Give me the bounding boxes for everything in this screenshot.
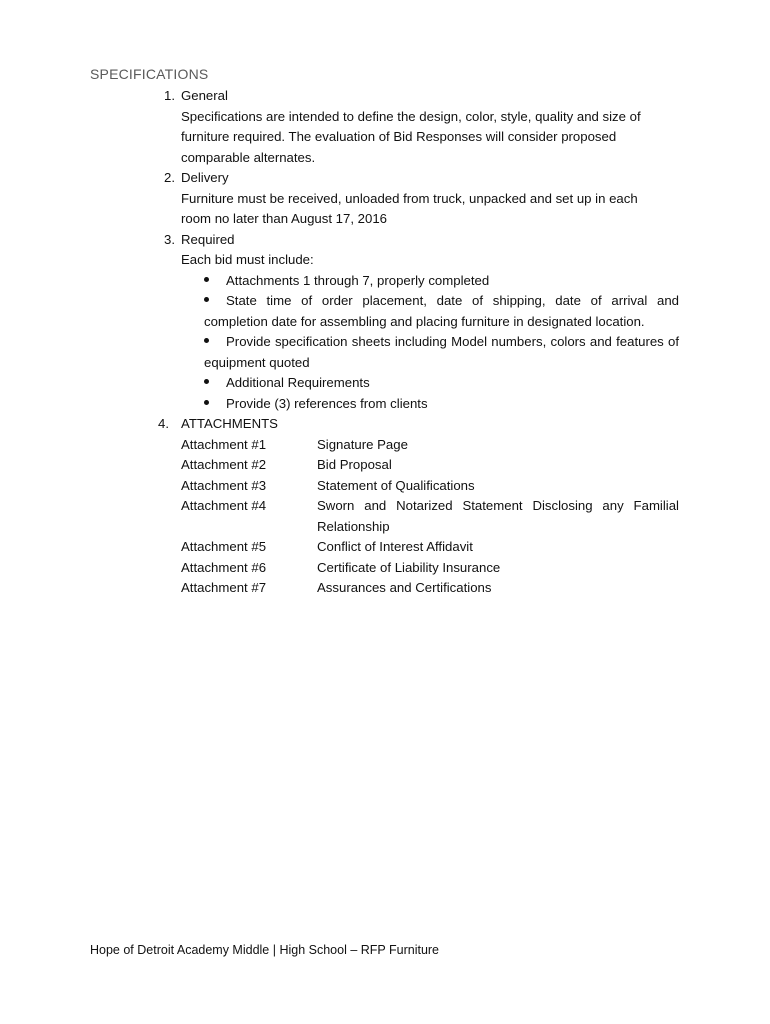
attachment-description: Conflict of Interest Affidavit	[317, 539, 473, 554]
bullet-item	[0, 291, 679, 332]
attachment-description: Signature Page	[317, 436, 408, 452]
attachment-description: Assurances and Certifications	[317, 580, 492, 595]
bullet-text: Attachments 1 through 7, properly completed	[226, 272, 490, 288]
list-item-title: Delivery	[181, 170, 229, 185]
attachment-row	[0, 537, 770, 558]
bullet-item	[0, 394, 679, 415]
list-item-title: General	[181, 88, 228, 103]
attachment-description: Certificate of Liability Insurance	[317, 559, 501, 575]
attachment-row	[0, 496, 770, 537]
list-item-attachments	[0, 414, 770, 435]
attachment-label: Attachment #2	[181, 457, 267, 472]
section-heading: SPECIFICATIONS	[90, 66, 209, 82]
required-intro: Each bid must include:	[181, 252, 314, 267]
attachment-row	[0, 455, 770, 476]
list-item-title: ATTACHMENTS	[181, 416, 278, 431]
list-number: 3.	[164, 231, 175, 247]
attachment-row	[0, 578, 770, 599]
bullet-text: Provide (3) references from clients	[226, 395, 428, 411]
delivery-paragraph: Furniture must be received, unloaded from truck, unpacked and set up in each room no later than August 17, 2016	[181, 190, 638, 226]
attachment-label: Attachment #6	[181, 559, 267, 575]
attachment-description: Sworn and Notarized Statement Disclosing any Familial Relationship	[317, 498, 679, 534]
list-number: 2.	[164, 170, 175, 185]
list-item-general	[0, 86, 770, 107]
attachment-label: Attachment #4	[181, 498, 267, 513]
attachment-label: Attachment #7	[181, 580, 267, 595]
attachment-description: Bid Proposal	[317, 457, 392, 472]
bullet-text: Provide specification sheets including Model numbers, colors and features of equipment quoted	[204, 334, 679, 370]
general-paragraph: Specifications are intended to define the design, color, style, quality and size of furniture required. The evaluation of Bid Responses will consider proposed comparable alternates.	[181, 108, 641, 165]
attachment-label: Attachment #1	[181, 436, 267, 452]
bullet-text: State time of order placement, date of shipping, date of arrival and completion date for assembling and placing furniture in designated location.	[204, 293, 679, 329]
list-item-title: Required	[181, 231, 235, 247]
list-number: 4.	[158, 416, 169, 431]
attachment-row	[0, 558, 770, 579]
list-item-delivery	[0, 168, 770, 189]
attachment-label: Attachment #5	[181, 539, 267, 554]
attachment-row	[0, 435, 770, 456]
specifications-list	[0, 86, 770, 599]
bullet-item	[0, 332, 679, 373]
bullet-item	[0, 373, 679, 394]
attachment-label: Attachment #3	[181, 477, 267, 493]
page-footer: Hope of Detroit Academy Middle | High School – RFP Furniture	[90, 943, 440, 957]
list-item-required	[0, 230, 770, 251]
attachment-row	[0, 476, 770, 497]
bullet-item	[0, 271, 679, 292]
bullet-text: Additional Requirements	[226, 375, 370, 390]
attachment-description: Statement of Qualifications	[317, 477, 475, 493]
list-number: 1.	[164, 88, 175, 103]
